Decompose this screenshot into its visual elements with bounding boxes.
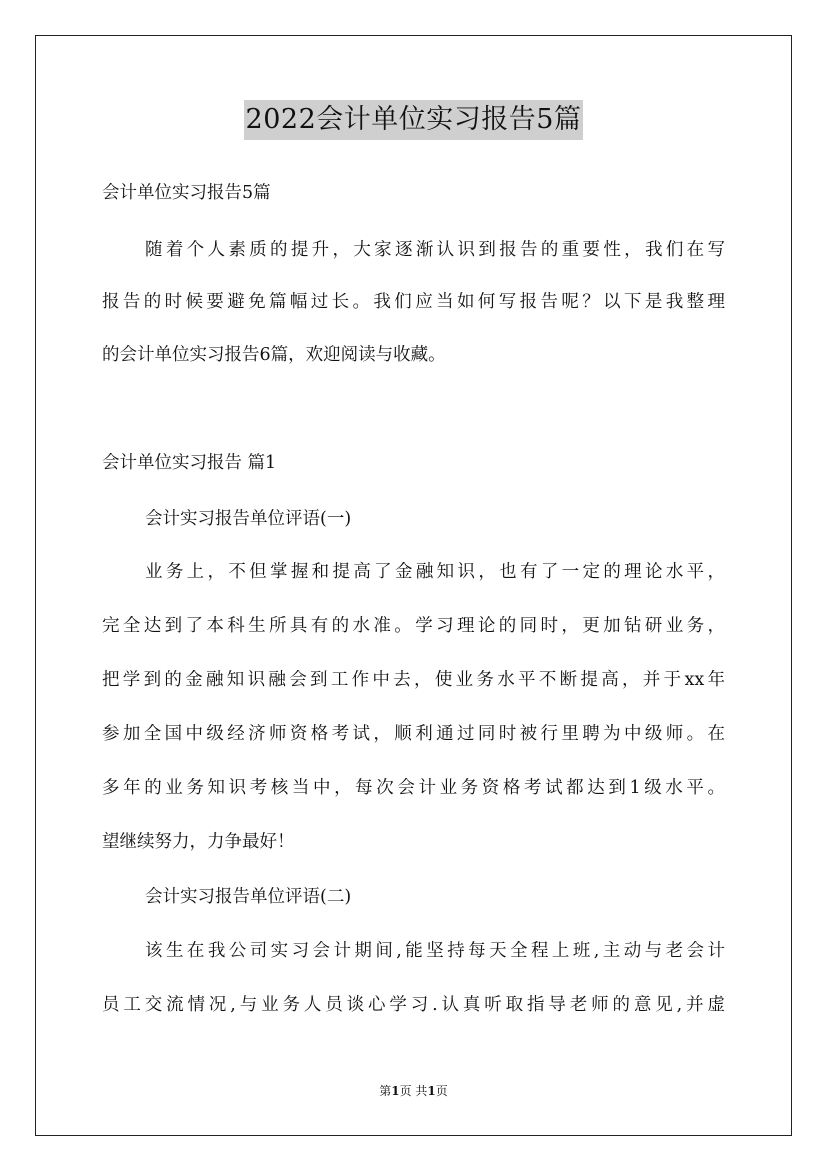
eval2-line-2: 员工交流情况,与业务人员谈心学习.认真听取指导老师的意见,并虚 [102,995,725,1015]
eval1-line-3: 把学到的金融知识融会到工作中去，使业务水平不断提高，并于xx年 [102,670,725,690]
eval1-line-1: 业务上，不但掌握和提高了金融知识，也有了一定的理论水平， [145,562,725,582]
footer-page-prefix: 第 [379,1084,392,1098]
document-subtitle: 会计单位实习报告5篇 [102,183,271,203]
footer-page-total: 1 [427,1084,436,1098]
title-container [0,100,827,140]
eval1-line-4: 参加全国中级经济师资格考试，顺利通过同时被行里聘为中级师。在 [102,724,725,744]
eval1-heading: 会计实习报告单位评语(一) [145,509,352,529]
intro-line-1: 随着个人素质的提升，大家逐渐认识到报告的重要性，我们在写 [145,240,725,260]
intro-line-3: 的会计单位实习报告6篇，欢迎阅读与收藏。 [102,345,446,365]
footer-page-suffix: 页 [435,1084,448,1098]
section-heading: 会计单位实习报告 篇1 [102,453,277,473]
footer-page-current: 1 [391,1084,400,1098]
eval2-line-1: 该生在我公司实习会计期间,能坚持每天全程上班,主动与老会计 [145,941,725,961]
eval1-line-5: 多年的业务知识考核当中，每次会计业务资格考试都达到1级水平。 [102,778,725,798]
eval1-line-2: 完全达到了本科生所具有的水准。学习理论的同时，更加钻研业务， [102,616,725,636]
footer-page-mid: 页 共 [399,1084,428,1098]
eval1-line-6: 望继续努力，力争最好！ [102,832,295,852]
intro-line-2: 报告的时候要避免篇幅过长。我们应当如何写报告呢？以下是我整理 [102,292,725,312]
page-footer [0,1083,827,1099]
document-title: 2022会计单位实习报告5篇 [244,100,584,140]
eval2-heading: 会计实习报告单位评语(二) [145,887,352,907]
